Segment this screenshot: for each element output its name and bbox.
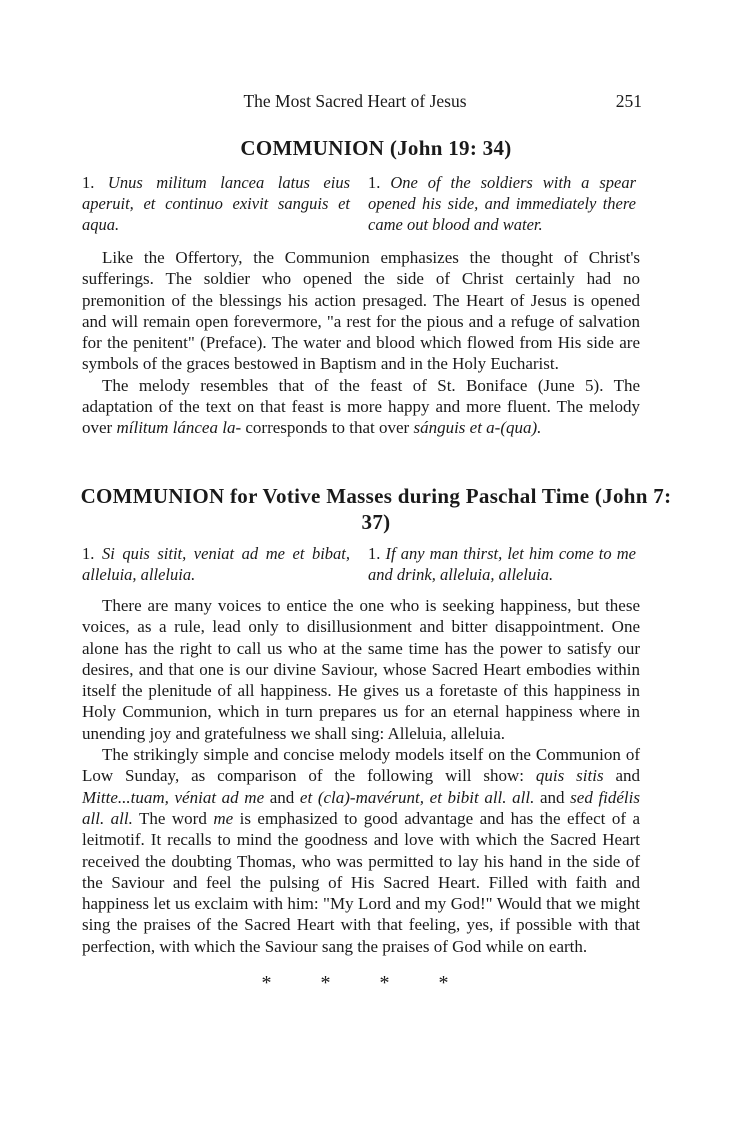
text-run: The melody resembles that of the feast of St. Boniface (June 5). The adaptation of the text on that feast is more happy and more fluent. The melody over bbox=[82, 375, 640, 438]
english-text bbox=[368, 172, 636, 235]
section-separator: * * * * bbox=[261, 972, 449, 994]
verse-number: 1. bbox=[368, 173, 381, 192]
english-verse: One of the soldiers with a spear opened his side, and immediately there came out blood and water. bbox=[368, 173, 637, 234]
paragraph: Like the Offertory, the Communion emphasizes the thought of Christ's sufferings. The soldier who opened the side of Christ certainly had no premonition of the blessings his action presaged. The Heart of Jesus is opened and will remain open forevermore, "a rest for the pious and a refuge of salvation for the penitent" (Preface). The water and blood which flowed from His side are symbols of the graces bestowed in Baptism and in the Holy Eucharist. bbox=[82, 248, 640, 374]
italic-run: mílitum láncea la- bbox=[116, 418, 242, 438]
latin-text bbox=[82, 543, 350, 585]
italic-run: sánguis et a-(qua). bbox=[413, 418, 542, 438]
section-heading-communion: COMMUNION (John 19: 34) bbox=[240, 136, 512, 160]
running-head bbox=[0, 91, 750, 115]
paragraph bbox=[82, 375, 640, 439]
italic-run: quis sitis bbox=[535, 766, 604, 786]
text-run: and bbox=[534, 787, 571, 807]
text-run: The strikingly simple and concise melody models itself on the Communion of Low Sunday, as comparison of the following will show: bbox=[82, 745, 640, 786]
running-title: The Most Sacred Heart of Jesus bbox=[243, 91, 467, 111]
text-run: and bbox=[603, 766, 640, 786]
text-parallel-columns bbox=[82, 172, 642, 238]
italic-run: Mitte...tuam, véniat ad me bbox=[82, 787, 265, 807]
text-run: is emphasized to good advantage and has the effect of a leitmotif. It recalls to mind the goodness and love with which the Sacred Heart received the doubting Thomas, who was permitted to lay his hand in the side of the Saviour and feel the pulsing of His Sacred Heart. Filled with faith and happiness let us exclaim with him: "My Lord and my God!" Would that we might sing the praises of the Sacred Heart with that feeling, yes, if possible with that perfection, with which the Saviour sang the praises of God while on earth. bbox=[82, 808, 640, 956]
section-heading-votive-communion: COMMUNION for Votive Masses during Paschal Time (John 7: 37) bbox=[80, 484, 672, 534]
latin-verse: Unus militum lancea latus eius aperuit, et continuo exivit sanguis et aqua. bbox=[82, 173, 351, 234]
italic-run: me bbox=[213, 808, 234, 828]
italic-run: et (cla)-mavérunt, et bibit all. all. bbox=[299, 787, 535, 807]
english-verse: If any man thirst, let him come to me and drink, alleluia, alleluia. bbox=[368, 544, 637, 584]
latin-text bbox=[82, 172, 350, 235]
verse-number: 1. bbox=[368, 544, 381, 563]
text-parallel-columns bbox=[82, 543, 642, 587]
english-text bbox=[368, 543, 636, 585]
paragraph bbox=[82, 744, 640, 957]
text-run: The word bbox=[132, 808, 214, 828]
text-run: corresponds to that over bbox=[241, 418, 414, 438]
verse-number: 1. bbox=[82, 173, 95, 192]
page-number: 251 bbox=[615, 91, 642, 111]
text-run: and bbox=[264, 787, 300, 807]
paragraph: There are many voices to entice the one who is seeking happiness, but these voices, as a rule, lead only to disillusionment and bitter disappointment. One alone has the right to call us who at the same time has the power to satisfy our desires, and that one is our divine Saviour, whose Sacred Heart embodies within itself the plenitude of all happiness. He gives us a foretaste of this happiness in Holy Communion, which in turn prepares us for an eternal happiness where in unending joy and gratefulness we shall sing: Alleluia, alleluia. bbox=[82, 596, 640, 743]
italic-run: sed fidélis all. all. bbox=[82, 787, 640, 828]
commentary bbox=[82, 595, 640, 957]
commentary bbox=[82, 247, 640, 439]
verse-number: 1. bbox=[82, 544, 95, 563]
latin-verse: Si quis sitit, veniat ad me et bibat, alleluia, alleluia. bbox=[82, 544, 351, 584]
